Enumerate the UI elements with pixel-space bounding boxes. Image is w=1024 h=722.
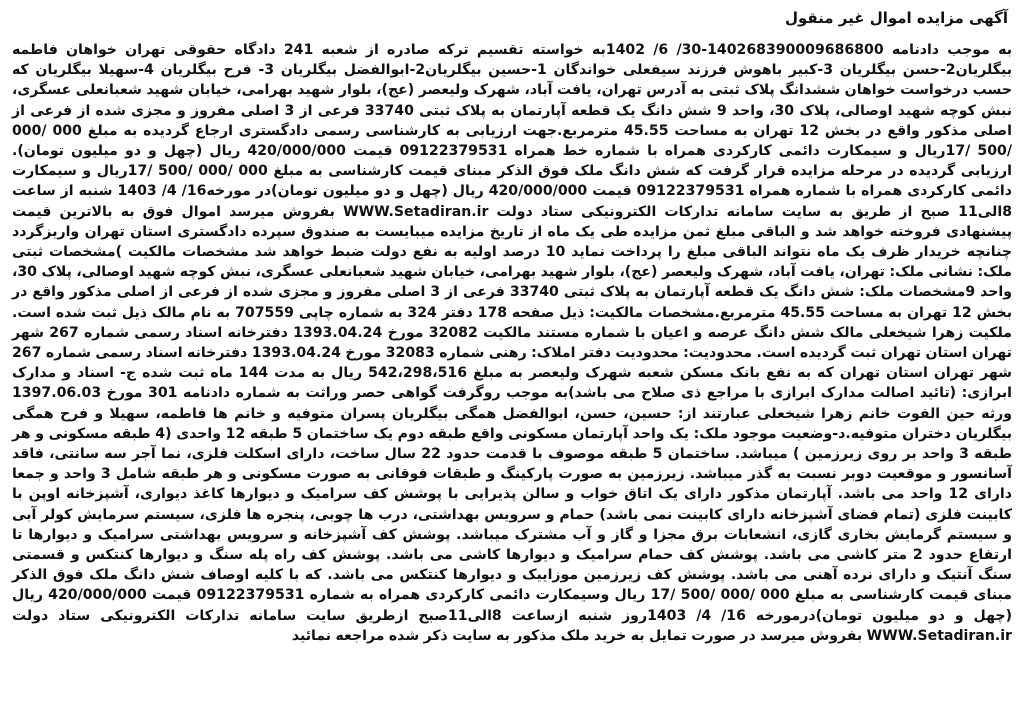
notice-title: آگهی مزایده اموال غیر منقول (784, 9, 1008, 27)
notice-body: به موجب دادنامه 140268390009686800-30/ 6/ 1402به خواسته تقسیم ترکه صادره از شعبه 241 دادگاه حقوقی تهران خواهان فاطمه بیگلریان2-حسن بیگلریان 3-کبیر باهوش فرزند سیفعلی خواندگان 1-حسین بیگلریان2-ابوالفضل بیگلریان 3- فرح بیگلریان 4-سهیلا بیگلریان که حسب درخواست خواهان ششدانگ پلاک ثبتی به آدرس تهران، یافت آباد، شهرک ولیعصر (عج)، بلوار شهید بهرامی، خیابان شهید شعبانعلی عسگری، نبش کوچه شهید اوصالی، پلاک 30، واحد 9 شش دانگ یک قطعه آپارتمان به پلاک ثبتی 33740 فرعی از 3 اصلی مفروز و مجزی شده از فرعی از اصلی مذکور واقع در بخش 12 تهران به مساحت 45.55 مترمربع.جهت ارزیابی به کارشناسی رسمی دادگستری ارجاع گردیده به مبلغ 000 /000 /500 /17ریال و سیمکارت دائمی کارکردی همراه با شماره خط همراه 09122379531 قیمت 420/000/000 ریال (چهل و دو میلیون تومان). ارزیابی گردیده در مرحله مزایده قرار گرفت که شش دانگ ملک فوق الذکر مبنای قیمت کارشناسی به مبلغ 000 /000 /500 /17ریال و سیمکارت دائمی کارکردی همراه با شماره همراه 09122379531 قیمت 420/000/000 ریال (چهل و دو میلیون تومان)در مورخه16/ 4/ 1403 شنبه از ساعت 8الی11 صبح از طریق به سایت سامانه تدارکات الکترونیکی ستاد دولت WWW.Setadiran.ir بفروش میرسد اموال فوق به بالاترین قیمت پیشنهادی فروخته خواهد شد و الباقی مبلغ ثمن مزایده طی یک ماه از تاریخ مزایده میبایست به صندوق سپرده دادگستری استان تهران واریزگردد چنانچه خریدار ظرف یک ماه نتواند الباقی مبلغ را پرداخت نماید 10 درصد اولیه به نفع دولت ضبط خواهد شد مشخصات مالکیت )مشخصات ثبتی ملک: نشانی ملک: تهران، یافت آباد، شهرک ولیعصر (عج)، بلوار شهید بهرامی، خیابان شهید شعبانعلی عسگری، نبش کوچه شهید اوصالی، پلاک 30، واحد 9مشخصات ملک: شش دانگ یک قطعه آپارتمان به پلاک ثبتی 33740 فرعی از 3 اصلی مفروز و مجزی شده از فرعی از اصلی مذکور واقع در بخش 12 تهران به مساحت 45.55 مترمربع.مشخصات مالکیت: ذیل صفحه 178 دفتر 324 به شماره چاپی 707559 به نام مالک ذیل ثبت شده است. ملکیت زهرا شیخعلی مالک شش دانگ عرصه و اعیان با شماره مستند مالکیت 32082 مورخ 1393.04.24 دفترخانه اسناد رسمی شماره 267 شهر تهران استان تهران ثبت گردیده است. محدودیت: محدودیت دفتر املاک: رهنی شماره 32083 مورخ 1393.04.24 دفترخانه اسناد رسمی شماره 267 شهر تهران استان تهران که به نفع بانک مسکن شعبه شهرک ولیعصر به مبلغ 542،298،516 ریال به مدت 144 ماه ثبت شده ج- اسناد و مدارک ابرازی: (تائید اصالت مدارک ابرازی با مراجع ذی صلاح می باشد)به موجب روگرفت گواهی حصر وراثت به شماره دادنامه 301 مورخ 1397.06.03 ورثه حین الفوت خانم زهرا شیخعلی عبارتند از: حسین، حسن، ابوالفضل همگی بیگلریان پسران متوفیه و خانم ها فاطمه، سهیلا و فرح همگی بیگلریان دختران متوفیه.د-وضعیت موجود ملک: یک واحد آپارتمان مسکونی واقع طبقه دوم یک ساختمان 5 طبقه 12 واحدی (4 طبقه مسکونی و هر طبقه 3 واحد بر روی زیرزمین ) میباشد. ساختمان 5 طبقه موصوف با قدمت حدود 22 سال ساخت، دارای اسکلت فلزی، نما آجر سه سانتی، فاقد آسانسور و موقعیت دوبر نسبت به گذر میباشد. زیرزمین به صورت پارکینگ و طبقات فوقانی به صورت مسکونی و هر طبقه شامل 3 واحد و جمعا دارای 12 واحد می باشد. آپارتمان مذکور دارای یک اتاق خواب و سالن پذیرایی با پوشش کف سرامیک و دیوارها کاغذ دیواری، آشپزخانه اوپن با کابینت فلزی (تمام فضای آشپزخانه دارای کابینت نمی باشد) حمام و سرویس بهداشتی، درب ها چوبی، پنجره ها فلزی، سیستم سرمایش کولر آبی و سیستم گرمایش بخاری گازی، انشعابات برق مجزا و گاز و آب مشترک میباشد. پوشش کف آشپزخانه و سرویس بهداشتی سرامیک و دیوارها تا ارتفاع حدود 2 متر کاشی می باشد. پوشش کف حمام سرامیک و دیوارها کاشی می باشد. پوشش کف راه پله سنگ و دیوارها کنتکس و قسمتی سنگ آنتیک و دارای نرده آهنی می باشد. پوشش کف زیرزمین موزاییک و دیوارها کنتکس می باشد. که با کلیه اوصاف شش دانگ ملک فوق الذکر مبنای قیمت کارشناسی به مبلغ 000 /000 /500 /17 ریال وسیمکارت دائمی کارکردی همراه به شماره 09122379531 قیمت 420/000/000 ریال (چهل و دو میلیون تومان)درمورخه 16/ 4/ 1403روز شنبه ازساعت 8الی11صبح ازطریق سایت سامانه تدارکات الکترونیکی ستاد دولت WWW.Setadiran.ir بفروش میرسد در صورت تمایل به خرید ملک مذکور به سایت ذکر شده مراجعه نمائید (12, 42, 1013, 644)
